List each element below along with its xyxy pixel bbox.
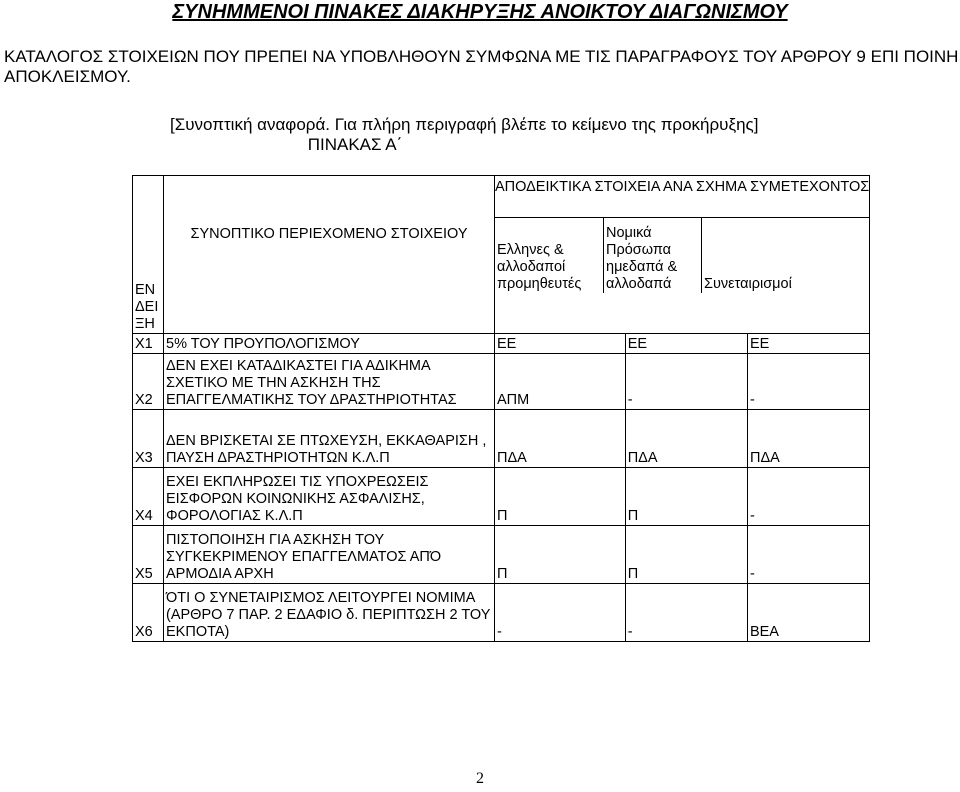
table-row	[133, 334, 870, 354]
reference-note: [Συνοπτική αναφορά. Για πλήρη περιγραφή βλέπε το κείμενο της προκήρυξης]	[170, 115, 759, 134]
row-col-c: -	[747, 526, 869, 584]
header-group: ΑΠΟΔΕΙΚΤΙΚΑ ΣΤΟΙΧΕΙΑ ΑΝΑ ΣΧΗΜΑ ΣΥΜΕΤΕΧΟΝΤΟΣ	[495, 176, 869, 218]
document-title: ΣΥΝΗΜΜΕΝΟΙ ΠΙΝΑΚΕΣ ΔΙΑΚΗΡΥΞΗΣ ΑΝΟΙΚΤΟΥ ΔΙΑΓΩΝΙΣΜΟΥ	[172, 1, 788, 23]
row-col-b: ΠΔΑ	[625, 410, 747, 468]
header-col-b: Νομικά Πρόσωπα ημεδαπά & αλλοδαπά	[604, 218, 702, 293]
row-col-b: ΕΕ	[625, 334, 747, 354]
row-text: ΔΕΝ ΒΡΙΣΚΕΤΑΙ ΣΕ ΠΤΩΧΕΥΣΗ, ΕΚΚΑΘΑΡΙΣΗ , ΠΑΥΣΗ ΔΡΑΣΤΗΡΙΟΤΗΤΩΝ Κ.Λ.Π	[164, 410, 495, 468]
row-col-c: ΠΔΑ	[747, 410, 869, 468]
row-col-c: -	[747, 468, 869, 526]
table-row	[133, 526, 870, 584]
row-col-a: Π	[495, 468, 626, 526]
header-content: ΣΥΝΟΠΤΙΚΟ ΠΕΡΙΕΧΟΜΕΝΟ ΣΤΟΙΧΕΙΟΥ	[164, 176, 495, 334]
row-col-b: -	[625, 584, 747, 642]
header-index: ΕΝ ΔΕΙ ΞΗ	[133, 176, 164, 334]
table-row	[133, 468, 870, 526]
row-id: Χ1	[133, 334, 164, 354]
row-col-a: -	[495, 584, 626, 642]
row-text: ΌΤΙ Ο ΣΥΝΕΤΑΙΡΙΣΜΟΣ ΛΕΙΤΟΥΡΓΕΙ ΝΟΜΙΜΑ (ΑΡΘΡΟ 7 ΠΑΡ. 2 ΕΔΑΦΙΟ δ. ΠΕΡΙΠΤΩΣΗ 2 ΤΟΥ ΕΚΠΟΤΑ)	[164, 584, 495, 642]
row-text: 5% ΤΟΥ ΠΡΟΥΠΟΛΟΓΙΣΜΟΥ	[164, 334, 495, 354]
table-header-row	[133, 176, 870, 334]
header-group-cell	[495, 176, 870, 334]
table-row	[133, 410, 870, 468]
table-row	[133, 584, 870, 642]
row-id: Χ2	[133, 354, 164, 410]
row-col-a: Π	[495, 526, 626, 584]
requirements-table	[132, 175, 870, 642]
row-col-b: -	[625, 354, 747, 410]
header-col-c: Συνεταιρισμοί	[704, 276, 792, 292]
row-col-a: ΕΕ	[495, 334, 626, 354]
row-id: Χ6	[133, 584, 164, 642]
row-col-a: ΠΔΑ	[495, 410, 626, 468]
row-id: Χ3	[133, 410, 164, 468]
row-text: ΕΧΕΙ ΕΚΠΛΗΡΩΣΕΙ ΤΙΣ ΥΠΟΧΡΕΩΣΕΙΣ ΕΙΣΦΟΡΩΝ ΚΟΙΝΩΝΙΚΗΣ ΑΣΦΑΛΙΣΗΣ, ΦΟΡΟΛΟΓΙΑΣ Κ.Λ.Π	[164, 468, 495, 526]
row-id: Χ5	[133, 526, 164, 584]
row-col-c: ΕΕ	[747, 334, 869, 354]
table-title: ΠΙΝΑΚΑΣ Α΄	[307, 135, 403, 154]
intro-paragraph: ΚΑΤΑΛΟΓΟΣ ΣΤΟΙΧΕΙΩΝ ΠΟΥ ΠΡΕΠΕΙ ΝΑ ΥΠΟΒΛΗΘΟΥΝ ΣΥΜΦΩΝΑ ΜΕ ΤΙΣ ΠΑΡΑΓΡΑΦΟΥΣ ΤΟΥ ΑΡΘΡΟΥ 9 ΕΠΙ ΠΟΙΝΗ ΑΠΟΚΛΕΙΣΜΟΥ.	[4, 47, 959, 86]
row-col-b: Π	[625, 526, 747, 584]
page-number: 2	[476, 770, 484, 787]
row-col-a: ΑΠΜ	[495, 354, 626, 410]
row-id: Χ4	[133, 468, 164, 526]
row-text: ΔΕΝ ΕΧΕΙ ΚΑΤΑΔΙΚΑΣΤΕΙ ΓΙΑ ΑΔΙΚΗΜΑ ΣΧΕΤΙΚΟ ΜΕ ΤΗΝ ΑΣΚΗΣΗ ΤΗΣ ΕΠΑΓΓΕΛΜΑΤΙΚΗΣ ΤΟΥ ΔΡΑΣΤΗΡΙΟΤΗΤΑΣ	[164, 354, 495, 410]
row-col-b: Π	[625, 468, 747, 526]
header-col-a: Ελληνες & αλλοδαποί προμηθευτές	[495, 218, 604, 293]
row-text: ΠΙΣΤΟΠΟΙΗΣΗ ΓΙΑ ΑΣΚΗΣΗ ΤΟΥ ΣΥΓΚΕΚΡΙΜΕΝΟΥ ΕΠΑΓΓΕΛΜΑΤΟΣ ΑΠΌ ΑΡΜΟΔΙΑ ΑΡΧΗ	[164, 526, 495, 584]
row-col-c: ΒΕΑ	[747, 584, 869, 642]
table-row	[133, 354, 870, 410]
header-subcols	[495, 218, 869, 293]
row-col-c: -	[747, 354, 869, 410]
